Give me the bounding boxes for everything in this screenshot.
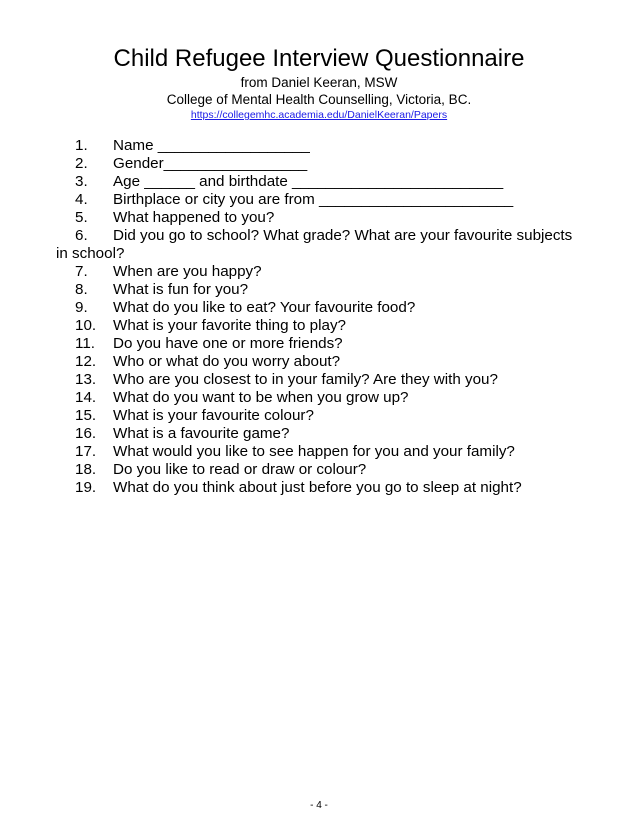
question-number: 8. xyxy=(75,281,88,298)
question-number: 14. xyxy=(75,389,97,406)
question-item xyxy=(75,317,595,335)
question-list xyxy=(56,137,595,497)
question-text: What is your favorite thing to play? xyxy=(113,317,346,334)
question-text: What happened to you? xyxy=(113,209,275,226)
question-number: 16. xyxy=(75,425,97,442)
question-text: Birthplace or city you are from _______________________ xyxy=(113,191,514,208)
question-text: Did you go to school? What grade? What are your favourite subjects xyxy=(113,227,573,244)
question-item xyxy=(75,425,595,443)
question-number: 5. xyxy=(75,209,88,226)
author-line: from Daniel Keeran, MSW xyxy=(240,75,398,90)
question-item xyxy=(75,191,595,209)
question-item xyxy=(75,479,595,497)
question-number: 1. xyxy=(75,137,88,154)
question-item xyxy=(75,407,595,425)
question-item xyxy=(75,461,595,479)
question-text: Gender_________________ xyxy=(113,155,308,172)
question-text: Age ______ and birthdate _________________________ xyxy=(113,173,504,190)
question-item xyxy=(75,353,595,371)
question-text: What do you like to eat? Your favourite food? xyxy=(113,299,416,316)
question-number: 12. xyxy=(75,353,97,370)
question-number: 3. xyxy=(75,173,88,190)
question-item xyxy=(75,371,595,389)
question-text: Do you have one or more friends? xyxy=(113,335,343,352)
question-item xyxy=(75,263,595,281)
question-item xyxy=(75,335,595,353)
question-item xyxy=(75,443,595,461)
question-number: 7. xyxy=(75,263,88,280)
question-item xyxy=(75,299,595,317)
question-text: Who or what do you worry about? xyxy=(113,353,341,370)
question-number: 15. xyxy=(75,407,97,424)
question-item xyxy=(75,155,595,173)
question-number: 10. xyxy=(75,317,97,334)
question-text: What would you like to see happen for you and your family? xyxy=(113,443,515,460)
question-number: 4. xyxy=(75,191,88,208)
question-item xyxy=(75,389,595,407)
question-item xyxy=(56,227,595,263)
question-text-continuation: in school? xyxy=(56,245,125,262)
question-item xyxy=(75,173,595,191)
question-text: What do you want to be when you grow up? xyxy=(113,389,409,406)
question-number: 18. xyxy=(75,461,97,478)
question-number: 6. xyxy=(75,227,88,244)
question-number: 17. xyxy=(75,443,97,460)
question-item xyxy=(75,209,595,227)
question-text: What is fun for you? xyxy=(113,281,249,298)
question-text: What is your favourite colour? xyxy=(113,407,314,424)
question-item xyxy=(75,281,595,299)
question-number: 13. xyxy=(75,371,97,388)
question-item xyxy=(75,137,595,155)
question-number: 2. xyxy=(75,155,88,172)
papers-link[interactable]: https://collegemhc.academia.edu/DanielKeeran/Papers xyxy=(190,109,448,121)
question-number: 9. xyxy=(75,299,88,316)
document-title: Child Refugee Interview Questionnaire xyxy=(113,45,525,72)
question-text: What do you think about just before you go to sleep at night? xyxy=(113,479,522,496)
question-number: 19. xyxy=(75,479,97,496)
question-text: Do you like to read or draw or colour? xyxy=(113,461,367,478)
college-line: College of Mental Health Counselling, Victoria, BC. xyxy=(166,92,472,107)
question-text: Who are you closest to in your family? Are they with you? xyxy=(113,371,498,388)
page-number: - 4 - xyxy=(310,800,328,811)
question-text: When are you happy? xyxy=(113,263,262,280)
question-number: 11. xyxy=(75,335,95,352)
question-text: What is a favourite game? xyxy=(113,425,290,442)
question-text: Name __________________ xyxy=(113,137,310,154)
